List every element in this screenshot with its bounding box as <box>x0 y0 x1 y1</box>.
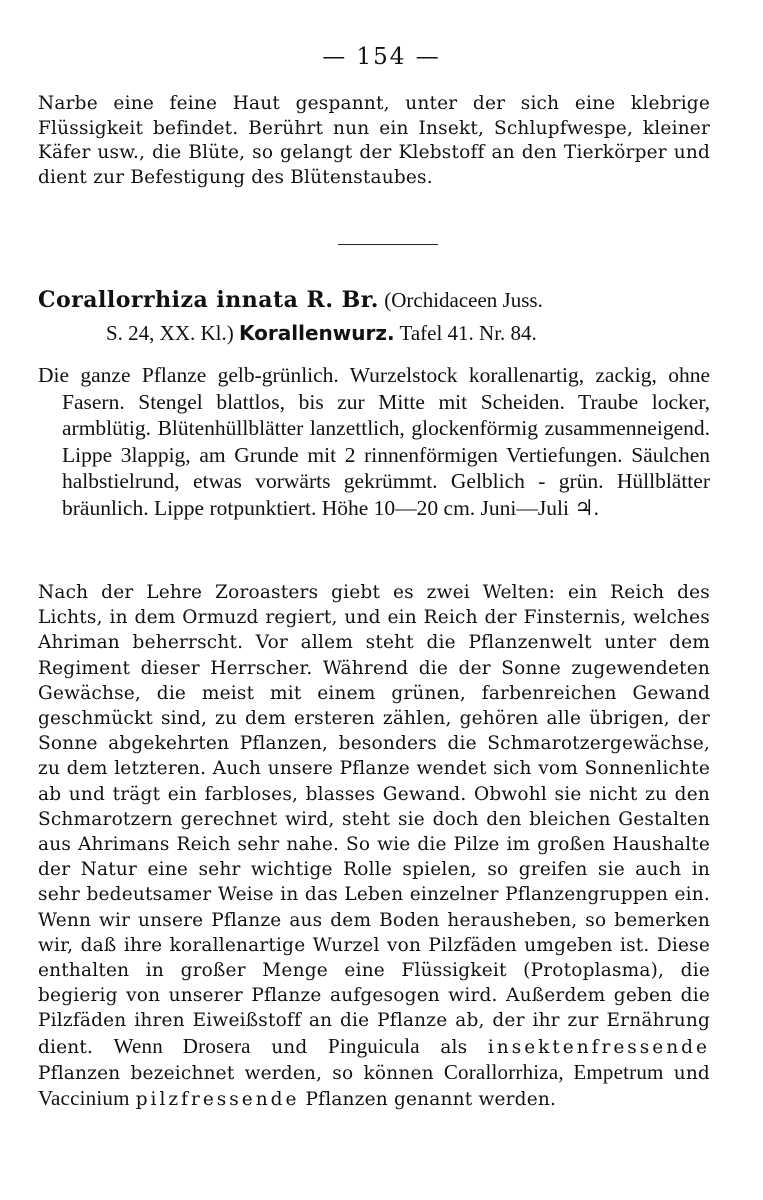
latin-vaccinium: Vaccinium <box>38 1086 130 1111</box>
spaced-pilzfressende: pilzfressende <box>135 1089 300 1111</box>
latin-pinguicula: Pinguicula <box>327 1033 420 1058</box>
species-description <box>38 362 710 522</box>
scientific-name: Corallorrhiza innata R. Br. <box>38 287 379 313</box>
main-text-als: als <box>440 1036 468 1058</box>
main-text-part3: Pflanzen genannt werden. <box>305 1089 557 1111</box>
classification: S. 24, XX. Kl.) <box>106 321 234 345</box>
main-text-und1: und <box>271 1036 308 1058</box>
main-text-und2: und <box>673 1062 710 1084</box>
spaced-insektenfressende: insektenfressende <box>487 1036 710 1058</box>
species-heading <box>38 284 710 350</box>
latin-corallorrhiza-empetrum: Corallorrhiza, Empetrum <box>443 1059 664 1084</box>
german-name: Korallenwurz. <box>239 321 395 345</box>
paragraph-main <box>38 580 710 1112</box>
main-text-part2: Pflanzen bezeichnet werden, so können <box>38 1062 434 1084</box>
page-number: — 154 — <box>322 44 441 70</box>
section-divider <box>338 244 438 245</box>
latin-drosera: Wenn Drosera <box>113 1033 251 1058</box>
plate-reference: Tafel 41. Nr. 84. <box>399 321 537 345</box>
family-name: (Orchidaceen Juss. <box>384 288 543 312</box>
main-text-part1: Nach der Lehre Zoroasters giebt es zwei Welten: ein Reich des Lichts, in dem Ormuzd regiert, und ein Reich der Finsternis, welches Ahriman beherrscht. Vor allem steht die Pflanzenwelt unter dem Regiment dieser Herrscher. Während die der Sonne zugewendeten Gewächse, die meist mit einem grünen, farbenreichen Gewand geschmückt sind, zu dem ersteren zählen, gehören alle übrigen, der Sonne abgekehrten Pflanzen, besonders die Schmarotzergewächse, zu dem letzteren. Auch unsere Pflanze wendet sich vom Sonnenlichte ab und trägt ein farbloses, blasses Gewand. Obwohl sie nicht zu den Schmarotzern gerechnet wird, steht sie doch den bleichen Gestalten aus Ahrimans Reich sehr nahe. So wie die Pilze im großen Haushalte der Natur eine sehr wichtige Rolle spielen, so greifen sie auch in sehr bedeutsamer Weise in das Leben einzelner Pflanzengruppen ein. Wenn wir unsere Pflanze aus dem Boden herausheben, so bemerken wir, daß ihre korallenartige Wurzel von Pilzfäden umgeben ist. Diese enthalten in großer Menge eine Flüssigkeit (Protoplasma), die begierig von unserer Pflanze aufgesogen wird. Außerdem geben die Pilzfäden ihren Eiweißstoff an die Pflanze ab, der ihr zur Ernährung dient. <box>38 582 710 1058</box>
description-text: Die ganze Pflanze gelb-grünlich. Wurzelstock korallenartig, zackig, ohne Fasern. Stengel blattlos, bis zur Mitte mit Scheiden. Traube locker, armblütig. Blütenhüllblätter lanzettlich, glockenförmig zusammenneigend. Lippe 3lappig, am Grunde mit 2 rinnenförmigen Vertiefungen. Säulchen halbstielrund, etwas vorwärts gekrümmt. Gelblich - grün. Hüllblätter bräunlich. Lippe rotpunktiert. Höhe 10—20 cm. Juni—Juli ♃. <box>38 363 710 520</box>
paragraph-top: Narbe eine feine Haut gespannt, unter der sich eine klebrige Flüssigkeit befindet. Berührt nun ein Insekt, Schlupfwespe, kleiner Käfer usw., die Blüte, so gelangt der Klebstoff an den Tierkörper und dient zur Befestigung des Blütenstaubes. <box>38 93 710 188</box>
